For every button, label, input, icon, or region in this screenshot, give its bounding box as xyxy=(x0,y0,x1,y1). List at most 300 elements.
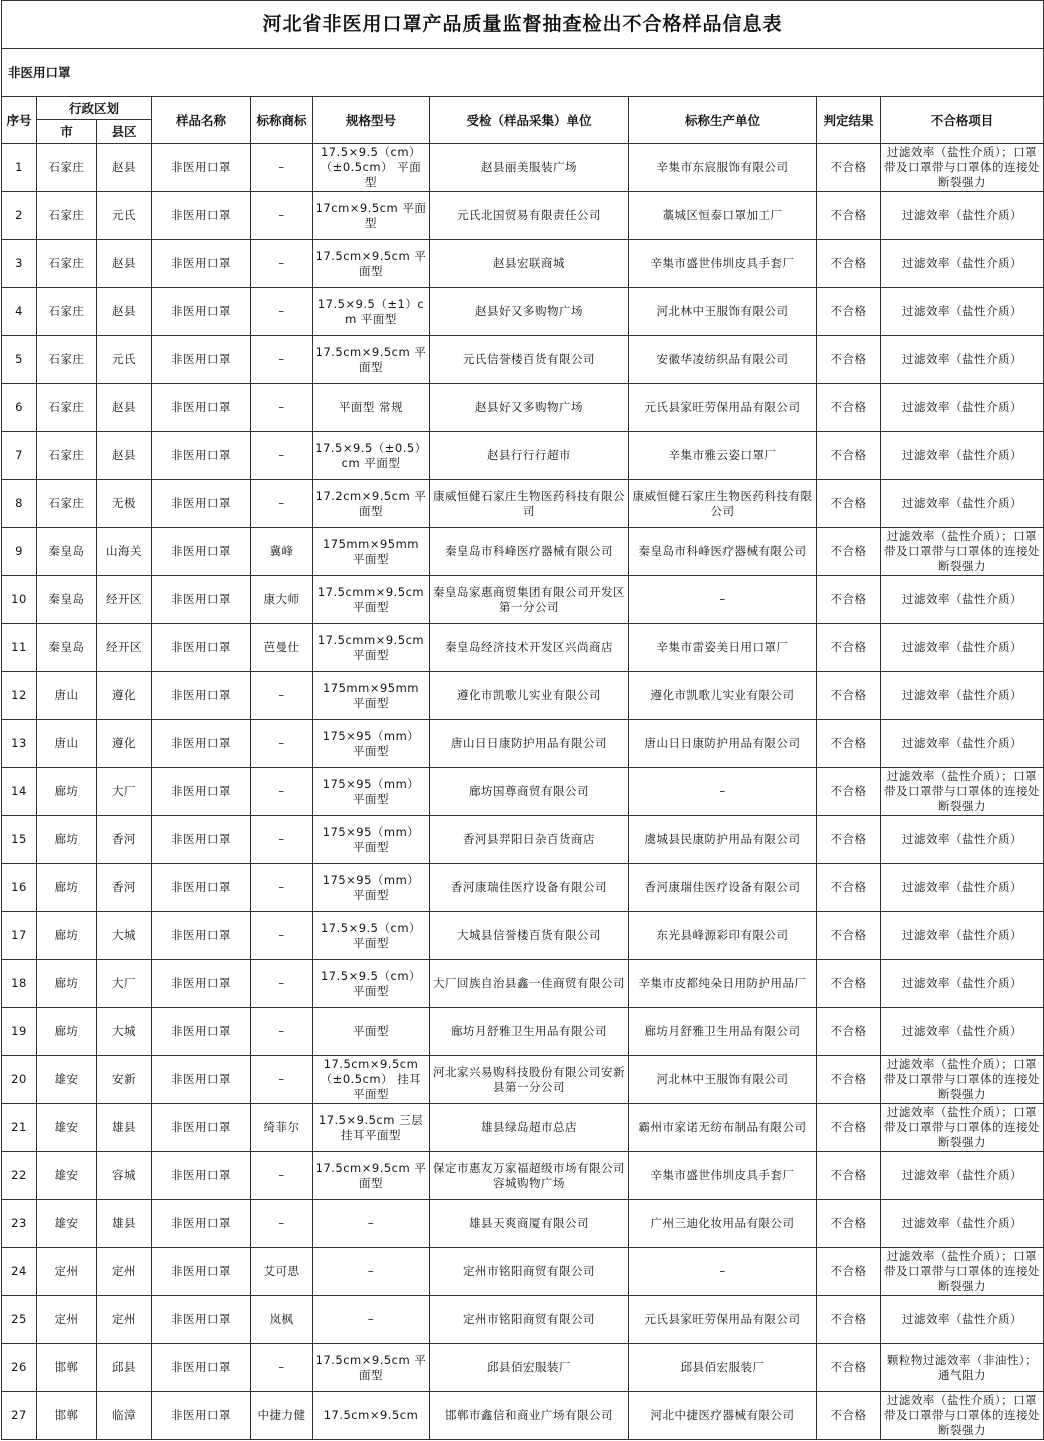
cell-brand: 康大师 xyxy=(251,576,313,624)
table-row xyxy=(2,336,1044,384)
table-row xyxy=(2,1008,1044,1056)
cell-spec: 17.5×9.5cm 三层挂耳平面型 xyxy=(313,1104,430,1152)
cell-sampled-unit: 元氏北国贸易有限责任公司 xyxy=(430,192,629,240)
cell-sampled-unit: 赵县好又多购物广场 xyxy=(430,288,629,336)
cell-seq: 3 xyxy=(2,240,37,288)
cell-brand: – xyxy=(251,1344,313,1392)
cell-city: 石家庄 xyxy=(37,240,97,288)
cell-seq: 10 xyxy=(2,576,37,624)
cell-spec: – xyxy=(313,1248,430,1296)
cell-county: 邱县 xyxy=(97,1344,152,1392)
cell-product: 非医用口罩 xyxy=(152,912,251,960)
cell-brand: 芭曼仕 xyxy=(251,624,313,672)
cell-manufacturer: 广州三迪化妆用品有限公司 xyxy=(629,1200,817,1248)
cell-failed-items: 过滤效率（盐性介质） xyxy=(881,1008,1044,1056)
cell-city: 雄安 xyxy=(37,1200,97,1248)
header-county: 县区 xyxy=(97,120,152,144)
cell-sampled-unit: 保定市惠友万家福超级市场有限公司容城购物广场 xyxy=(430,1152,629,1200)
table-row xyxy=(2,1296,1044,1344)
cell-spec: 17.5×9.5（±1）cm 平面型 xyxy=(313,288,430,336)
cell-result: 不合格 xyxy=(817,576,881,624)
cell-failed-items: 过滤效率（盐性介质） xyxy=(881,240,1044,288)
cell-product: 非医用口罩 xyxy=(152,1008,251,1056)
cell-spec: 17.5×9.5（cm）（±0.5cm） 平面型 xyxy=(313,144,430,192)
cell-city: 廊坊 xyxy=(37,768,97,816)
cell-city: 邯郸 xyxy=(37,1392,97,1440)
cell-failed-items: 过滤效率（盐性介质）；口罩带及口罩带与口罩体的连接处断裂强力 xyxy=(881,1056,1044,1104)
cell-city: 石家庄 xyxy=(37,288,97,336)
cell-spec: 175×95（mm） 平面型 xyxy=(313,720,430,768)
cell-product: 非医用口罩 xyxy=(152,768,251,816)
cell-failed-items: 过滤效率（盐性介质） xyxy=(881,672,1044,720)
cell-manufacturer: 辛集市盛世伟圳皮具手套厂 xyxy=(629,1152,817,1200)
header-region: 行政区划 xyxy=(37,97,152,120)
table-row xyxy=(2,768,1044,816)
table-row xyxy=(2,1152,1044,1200)
cell-sampled-unit: 赵县行行行超市 xyxy=(430,432,629,480)
table-row xyxy=(2,432,1044,480)
cell-failed-items: 过滤效率（盐性介质）；口罩带及口罩带与口罩体的连接处断裂强力 xyxy=(881,1392,1044,1440)
cell-result: 不合格 xyxy=(817,1008,881,1056)
cell-product: 非医用口罩 xyxy=(152,864,251,912)
table-row xyxy=(2,1200,1044,1248)
cell-failed-items: 过滤效率（盐性介质） xyxy=(881,480,1044,528)
cell-product: 非医用口罩 xyxy=(152,624,251,672)
cell-seq: 25 xyxy=(2,1296,37,1344)
info-table xyxy=(1,0,1044,1440)
cell-city: 石家庄 xyxy=(37,144,97,192)
cell-manufacturer: 东光县峰源彩印有限公司 xyxy=(629,912,817,960)
cell-manufacturer: 辛集市皮都纯朵日用防护用品厂 xyxy=(629,960,817,1008)
cell-city: 石家庄 xyxy=(37,384,97,432)
table-row xyxy=(2,144,1044,192)
cell-brand: – xyxy=(251,912,313,960)
cell-failed-items: 过滤效率（盐性介质） xyxy=(881,864,1044,912)
cell-manufacturer: 元氏县家旺劳保用品有限公司 xyxy=(629,384,817,432)
cell-brand: – xyxy=(251,672,313,720)
cell-seq: 7 xyxy=(2,432,37,480)
table-row xyxy=(2,480,1044,528)
table-row xyxy=(2,720,1044,768)
cell-spec: 平面型 常规 xyxy=(313,384,430,432)
table-row xyxy=(2,384,1044,432)
cell-result: 不合格 xyxy=(817,240,881,288)
cell-city: 石家庄 xyxy=(37,192,97,240)
cell-seq: 13 xyxy=(2,720,37,768)
cell-spec: 17.5cm×9.5cm 平面型 xyxy=(313,1152,430,1200)
cell-manufacturer: 康威恒健石家庄生物医药科技有限公司 xyxy=(629,480,817,528)
section-label: 非医用口罩 xyxy=(2,49,1044,97)
table-row xyxy=(2,576,1044,624)
cell-sampled-unit: 廊坊月舒雅卫生用品有限公司 xyxy=(430,1008,629,1056)
cell-spec: 17.5cm×9.5cm 平面型 xyxy=(313,240,430,288)
cell-brand: 绮菲尔 xyxy=(251,1104,313,1152)
cell-product: 非医用口罩 xyxy=(152,240,251,288)
cell-product: 非医用口罩 xyxy=(152,480,251,528)
cell-spec: 175×95（mm） 平面型 xyxy=(313,768,430,816)
cell-result: 不合格 xyxy=(817,864,881,912)
cell-city: 廊坊 xyxy=(37,1008,97,1056)
cell-seq: 17 xyxy=(2,912,37,960)
cell-city: 秦皇岛 xyxy=(37,624,97,672)
cell-product: 非医用口罩 xyxy=(152,1104,251,1152)
cell-result: 不合格 xyxy=(817,432,881,480)
cell-spec: – xyxy=(313,1296,430,1344)
cell-sampled-unit: 秦皇岛市科峰医疗器械有限公司 xyxy=(430,528,629,576)
cell-brand: – xyxy=(251,240,313,288)
cell-county: 定州 xyxy=(97,1248,152,1296)
cell-sampled-unit: 雄县天爽商厦有限公司 xyxy=(430,1200,629,1248)
cell-seq: 2 xyxy=(2,192,37,240)
cell-spec: 175mm×95mm 平面型 xyxy=(313,528,430,576)
cell-result: 不合格 xyxy=(817,144,881,192)
cell-brand: 艾可思 xyxy=(251,1248,313,1296)
cell-brand: – xyxy=(251,1056,313,1104)
cell-spec: 175mm×95mm 平面型 xyxy=(313,672,430,720)
cell-result: 不合格 xyxy=(817,1056,881,1104)
cell-manufacturer: 廊坊月舒雅卫生用品有限公司 xyxy=(629,1008,817,1056)
table-row xyxy=(2,1056,1044,1104)
cell-brand: – xyxy=(251,960,313,1008)
cell-result: 不合格 xyxy=(817,720,881,768)
cell-seq: 23 xyxy=(2,1200,37,1248)
cell-manufacturer: 元氏县家旺劳保用品有限公司 xyxy=(629,1296,817,1344)
cell-seq: 14 xyxy=(2,768,37,816)
header-result: 判定结果 xyxy=(817,97,881,144)
cell-result: 不合格 xyxy=(817,624,881,672)
cell-city: 邯郸 xyxy=(37,1344,97,1392)
cell-sampled-unit: 秦皇岛经济技术开发区兴尚商店 xyxy=(430,624,629,672)
cell-product: 非医用口罩 xyxy=(152,1200,251,1248)
cell-result: 不合格 xyxy=(817,1392,881,1440)
cell-manufacturer: 香河康瑞佳医疗设备有限公司 xyxy=(629,864,817,912)
cell-sampled-unit: 赵县宏联商城 xyxy=(430,240,629,288)
cell-failed-items: 过滤效率（盐性介质） xyxy=(881,1200,1044,1248)
cell-brand: – xyxy=(251,768,313,816)
cell-brand: – xyxy=(251,480,313,528)
cell-brand: – xyxy=(251,864,313,912)
cell-sampled-unit: 赵县好又多购物广场 xyxy=(430,384,629,432)
cell-seq: 12 xyxy=(2,672,37,720)
cell-spec: 17.5×9.5（±0.5）cm 平面型 xyxy=(313,432,430,480)
cell-failed-items: 过滤效率（盐性介质）；口罩带及口罩带与口罩体的连接处断裂强力 xyxy=(881,144,1044,192)
table-row xyxy=(2,288,1044,336)
cell-spec: – xyxy=(313,1200,430,1248)
cell-result: 不合格 xyxy=(817,336,881,384)
cell-county: 遵化 xyxy=(97,672,152,720)
cell-manufacturer: 唐山日日康防护用品有限公司 xyxy=(629,720,817,768)
table-row xyxy=(2,192,1044,240)
cell-result: 不合格 xyxy=(817,768,881,816)
cell-county: 大厂 xyxy=(97,768,152,816)
cell-result: 不合格 xyxy=(817,528,881,576)
cell-seq: 19 xyxy=(2,1008,37,1056)
cell-seq: 20 xyxy=(2,1056,37,1104)
cell-brand: – xyxy=(251,288,313,336)
cell-county: 元氏 xyxy=(97,336,152,384)
table-row xyxy=(2,1344,1044,1392)
cell-brand: – xyxy=(251,384,313,432)
cell-manufacturer: 辛集市雷姿美日用口罩厂 xyxy=(629,624,817,672)
cell-brand: – xyxy=(251,192,313,240)
cell-spec: 平面型 xyxy=(313,1008,430,1056)
cell-county: 元氏 xyxy=(97,192,152,240)
cell-brand: 冀峰 xyxy=(251,528,313,576)
cell-city: 廊坊 xyxy=(37,816,97,864)
cell-county: 经开区 xyxy=(97,576,152,624)
cell-brand: – xyxy=(251,144,313,192)
cell-seq: 9 xyxy=(2,528,37,576)
cell-manufacturer: 藁城区恒泰口罩加工厂 xyxy=(629,192,817,240)
cell-result: 不合格 xyxy=(817,912,881,960)
cell-manufacturer: 遵化市凯歌儿实业有限公司 xyxy=(629,672,817,720)
cell-product: 非医用口罩 xyxy=(152,1248,251,1296)
cell-result: 不合格 xyxy=(817,1296,881,1344)
cell-city: 廊坊 xyxy=(37,960,97,1008)
cell-spec: 17cm×9.5cm 平面型 xyxy=(313,192,430,240)
cell-spec: 17.2cm×9.5cm 平面型 xyxy=(313,480,430,528)
cell-brand: – xyxy=(251,1200,313,1248)
table-row xyxy=(2,1392,1044,1440)
cell-sampled-unit: 香河县羿阳日杂百货商店 xyxy=(430,816,629,864)
cell-sampled-unit: 河北家兴易购科技股份有限公司安新县第一分公司 xyxy=(430,1056,629,1104)
cell-county: 雄县 xyxy=(97,1104,152,1152)
cell-county: 大厂 xyxy=(97,960,152,1008)
cell-brand: – xyxy=(251,432,313,480)
cell-seq: 21 xyxy=(2,1104,37,1152)
cell-failed-items: 过滤效率（盐性介质） xyxy=(881,432,1044,480)
cell-product: 非医用口罩 xyxy=(152,144,251,192)
cell-product: 非医用口罩 xyxy=(152,384,251,432)
cell-sampled-unit: 康威恒健石家庄生物医药科技有限公司 xyxy=(430,480,629,528)
cell-county: 山海关 xyxy=(97,528,152,576)
cell-result: 不合格 xyxy=(817,384,881,432)
cell-seq: 5 xyxy=(2,336,37,384)
table-row xyxy=(2,816,1044,864)
cell-county: 遵化 xyxy=(97,720,152,768)
table-row xyxy=(2,1104,1044,1152)
cell-spec: 17.5×9.5（cm） 平面型 xyxy=(313,912,430,960)
cell-city: 定州 xyxy=(37,1248,97,1296)
cell-sampled-unit: 邱县佰宏服装厂 xyxy=(430,1344,629,1392)
cell-sampled-unit: 遵化市凯歌儿实业有限公司 xyxy=(430,672,629,720)
cell-failed-items: 过滤效率（盐性介质） xyxy=(881,384,1044,432)
cell-county: 赵县 xyxy=(97,288,152,336)
cell-product: 非医用口罩 xyxy=(152,336,251,384)
cell-manufacturer: 河北中捷医疗器械有限公司 xyxy=(629,1392,817,1440)
header-spec: 规格型号 xyxy=(313,97,430,144)
cell-result: 不合格 xyxy=(817,816,881,864)
cell-sampled-unit: 定州市铭阳商贸有限公司 xyxy=(430,1296,629,1344)
cell-sampled-unit: 大厂回族自治县鑫一佳商贸有限公司 xyxy=(430,960,629,1008)
table-row xyxy=(2,240,1044,288)
cell-result: 不合格 xyxy=(817,1248,881,1296)
cell-spec: 175×95（mm） 平面型 xyxy=(313,816,430,864)
cell-failed-items: 过滤效率（盐性介质）；口罩带及口罩带与口罩体的连接处断裂强力 xyxy=(881,528,1044,576)
cell-spec: 17.5cm×9.5cm 平面型 xyxy=(313,336,430,384)
cell-product: 非医用口罩 xyxy=(152,288,251,336)
cell-seq: 22 xyxy=(2,1152,37,1200)
cell-seq: 16 xyxy=(2,864,37,912)
cell-county: 大城 xyxy=(97,1008,152,1056)
cell-failed-items: 过滤效率（盐性介质）；口罩带及口罩带与口罩体的连接处断裂强力 xyxy=(881,768,1044,816)
cell-manufacturer: – xyxy=(629,768,817,816)
header-sampled-unit: 受检（样品采集）单位 xyxy=(430,97,629,144)
cell-brand: 岚枫 xyxy=(251,1296,313,1344)
cell-city: 石家庄 xyxy=(37,336,97,384)
cell-county: 无极 xyxy=(97,480,152,528)
cell-result: 不合格 xyxy=(817,1104,881,1152)
cell-product: 非医用口罩 xyxy=(152,816,251,864)
cell-sampled-unit: 唐山日日康防护用品有限公司 xyxy=(430,720,629,768)
cell-sampled-unit: 邯郸市鑫信和商业广场有限公司 xyxy=(430,1392,629,1440)
cell-sampled-unit: 大城县信誉楼百货有限公司 xyxy=(430,912,629,960)
cell-county: 容城 xyxy=(97,1152,152,1200)
cell-brand: – xyxy=(251,1008,313,1056)
cell-seq: 11 xyxy=(2,624,37,672)
page-title: 河北省非医用口罩产品质量监督抽查检出不合格样品信息表 xyxy=(2,1,1044,49)
cell-failed-items: 过滤效率（盐性介质） xyxy=(881,576,1044,624)
cell-sampled-unit: 香河康瑞佳医疗设备有限公司 xyxy=(430,864,629,912)
cell-manufacturer: 辛集市盛世伟圳皮具手套厂 xyxy=(629,240,817,288)
cell-product: 非医用口罩 xyxy=(152,672,251,720)
cell-product: 非医用口罩 xyxy=(152,1344,251,1392)
cell-failed-items: 过滤效率（盐性介质） xyxy=(881,1296,1044,1344)
cell-manufacturer: 秦皇岛市科峰医疗器械有限公司 xyxy=(629,528,817,576)
cell-seq: 27 xyxy=(2,1392,37,1440)
header-seq: 序号 xyxy=(2,97,37,144)
cell-seq: 24 xyxy=(2,1248,37,1296)
cell-city: 雄安 xyxy=(37,1056,97,1104)
cell-result: 不合格 xyxy=(817,1344,881,1392)
table-row xyxy=(2,1248,1044,1296)
cell-sampled-unit: 雄县绿岛超市总店 xyxy=(430,1104,629,1152)
cell-city: 雄安 xyxy=(37,1152,97,1200)
table-row xyxy=(2,912,1044,960)
cell-spec: 17.5×9.5（cm） 平面型 xyxy=(313,960,430,1008)
cell-county: 赵县 xyxy=(97,240,152,288)
cell-sampled-unit: 元氏信誉楼百货有限公司 xyxy=(430,336,629,384)
cell-sampled-unit: 秦皇岛家惠商贸集团有限公司开发区第一分公司 xyxy=(430,576,629,624)
cell-brand: – xyxy=(251,336,313,384)
cell-city: 秦皇岛 xyxy=(37,576,97,624)
cell-product: 非医用口罩 xyxy=(152,1392,251,1440)
cell-manufacturer: 河北林中王服饰有限公司 xyxy=(629,288,817,336)
cell-spec: 175×95（mm） 平面型 xyxy=(313,864,430,912)
cell-result: 不合格 xyxy=(817,480,881,528)
cell-product: 非医用口罩 xyxy=(152,432,251,480)
cell-city: 定州 xyxy=(37,1296,97,1344)
cell-manufacturer: 虞城县民康防护用品有限公司 xyxy=(629,816,817,864)
cell-result: 不合格 xyxy=(817,960,881,1008)
table-row xyxy=(2,864,1044,912)
cell-failed-items: 过滤效率（盐性介质） xyxy=(881,192,1044,240)
table-row xyxy=(2,960,1044,1008)
cell-brand: 中捷力健 xyxy=(251,1392,313,1440)
header-brand: 标称商标 xyxy=(251,97,313,144)
cell-failed-items: 过滤效率（盐性介质） xyxy=(881,624,1044,672)
cell-seq: 15 xyxy=(2,816,37,864)
cell-county: 香河 xyxy=(97,864,152,912)
cell-seq: 1 xyxy=(2,144,37,192)
cell-spec: 17.5cm×9.5cm xyxy=(313,1392,430,1440)
cell-county: 定州 xyxy=(97,1296,152,1344)
cell-brand: – xyxy=(251,816,313,864)
cell-spec: 17.5cmm×9.5cm 平面型 xyxy=(313,576,430,624)
cell-city: 石家庄 xyxy=(37,480,97,528)
cell-manufacturer: 辛集市雅云姿口罩厂 xyxy=(629,432,817,480)
cell-sampled-unit: 廊坊国尊商贸有限公司 xyxy=(430,768,629,816)
cell-city: 石家庄 xyxy=(37,432,97,480)
cell-failed-items: 过滤效率（盐性介质） xyxy=(881,960,1044,1008)
cell-seq: 4 xyxy=(2,288,37,336)
cell-seq: 8 xyxy=(2,480,37,528)
header-product: 样品名称 xyxy=(152,97,251,144)
cell-county: 香河 xyxy=(97,816,152,864)
cell-seq: 6 xyxy=(2,384,37,432)
cell-failed-items: 颗粒物过滤效率（非油性）；通气阻力 xyxy=(881,1344,1044,1392)
cell-county: 赵县 xyxy=(97,432,152,480)
header-city: 市 xyxy=(37,120,97,144)
cell-spec: 17.5cm×9.5cm 平面型 xyxy=(313,1344,430,1392)
cell-manufacturer: – xyxy=(629,1248,817,1296)
cell-product: 非医用口罩 xyxy=(152,576,251,624)
cell-failed-items: 过滤效率（盐性介质） xyxy=(881,288,1044,336)
cell-city: 雄安 xyxy=(37,1104,97,1152)
cell-manufacturer: 河北林中王服饰有限公司 xyxy=(629,1056,817,1104)
cell-county: 临漳 xyxy=(97,1392,152,1440)
cell-city: 唐山 xyxy=(37,720,97,768)
cell-seq: 18 xyxy=(2,960,37,1008)
cell-result: 不合格 xyxy=(817,192,881,240)
cell-county: 经开区 xyxy=(97,624,152,672)
cell-sampled-unit: 定州市铭阳商贸有限公司 xyxy=(430,1248,629,1296)
cell-spec: 17.5cm×9.5cm（±0.5cm） 挂耳平面型 xyxy=(313,1056,430,1104)
cell-city: 秦皇岛 xyxy=(37,528,97,576)
cell-product: 非医用口罩 xyxy=(152,720,251,768)
cell-manufacturer: 安徽华凌纺织品有限公司 xyxy=(629,336,817,384)
cell-product: 非医用口罩 xyxy=(152,528,251,576)
cell-manufacturer: – xyxy=(629,576,817,624)
cell-manufacturer: 霸州市家诺无纺布制品有限公司 xyxy=(629,1104,817,1152)
cell-city: 廊坊 xyxy=(37,864,97,912)
cell-result: 不合格 xyxy=(817,672,881,720)
cell-county: 安新 xyxy=(97,1056,152,1104)
cell-brand: – xyxy=(251,1152,313,1200)
table-row xyxy=(2,624,1044,672)
cell-failed-items: 过滤效率（盐性介质） xyxy=(881,720,1044,768)
table-row xyxy=(2,672,1044,720)
cell-manufacturer: 辛集市东宸服饰有限公司 xyxy=(629,144,817,192)
cell-failed-items: 过滤效率（盐性介质） xyxy=(881,912,1044,960)
cell-county: 雄县 xyxy=(97,1200,152,1248)
cell-product: 非医用口罩 xyxy=(152,1056,251,1104)
cell-failed-items: 过滤效率（盐性介质） xyxy=(881,1152,1044,1200)
cell-failed-items: 过滤效率（盐性介质） xyxy=(881,336,1044,384)
cell-county: 赵县 xyxy=(97,144,152,192)
cell-result: 不合格 xyxy=(817,288,881,336)
cell-result: 不合格 xyxy=(817,1152,881,1200)
cell-city: 唐山 xyxy=(37,672,97,720)
header-manufacturer: 标称生产单位 xyxy=(629,97,817,144)
cell-county: 大城 xyxy=(97,912,152,960)
cell-product: 非医用口罩 xyxy=(152,192,251,240)
cell-failed-items: 过滤效率（盐性介质）；口罩带及口罩带与口罩体的连接处断裂强力 xyxy=(881,1248,1044,1296)
cell-sampled-unit: 赵县丽美服装广场 xyxy=(430,144,629,192)
table-row xyxy=(2,528,1044,576)
cell-failed-items: 过滤效率（盐性介质） xyxy=(881,816,1044,864)
header-failed-items: 不合格项目 xyxy=(881,97,1044,144)
